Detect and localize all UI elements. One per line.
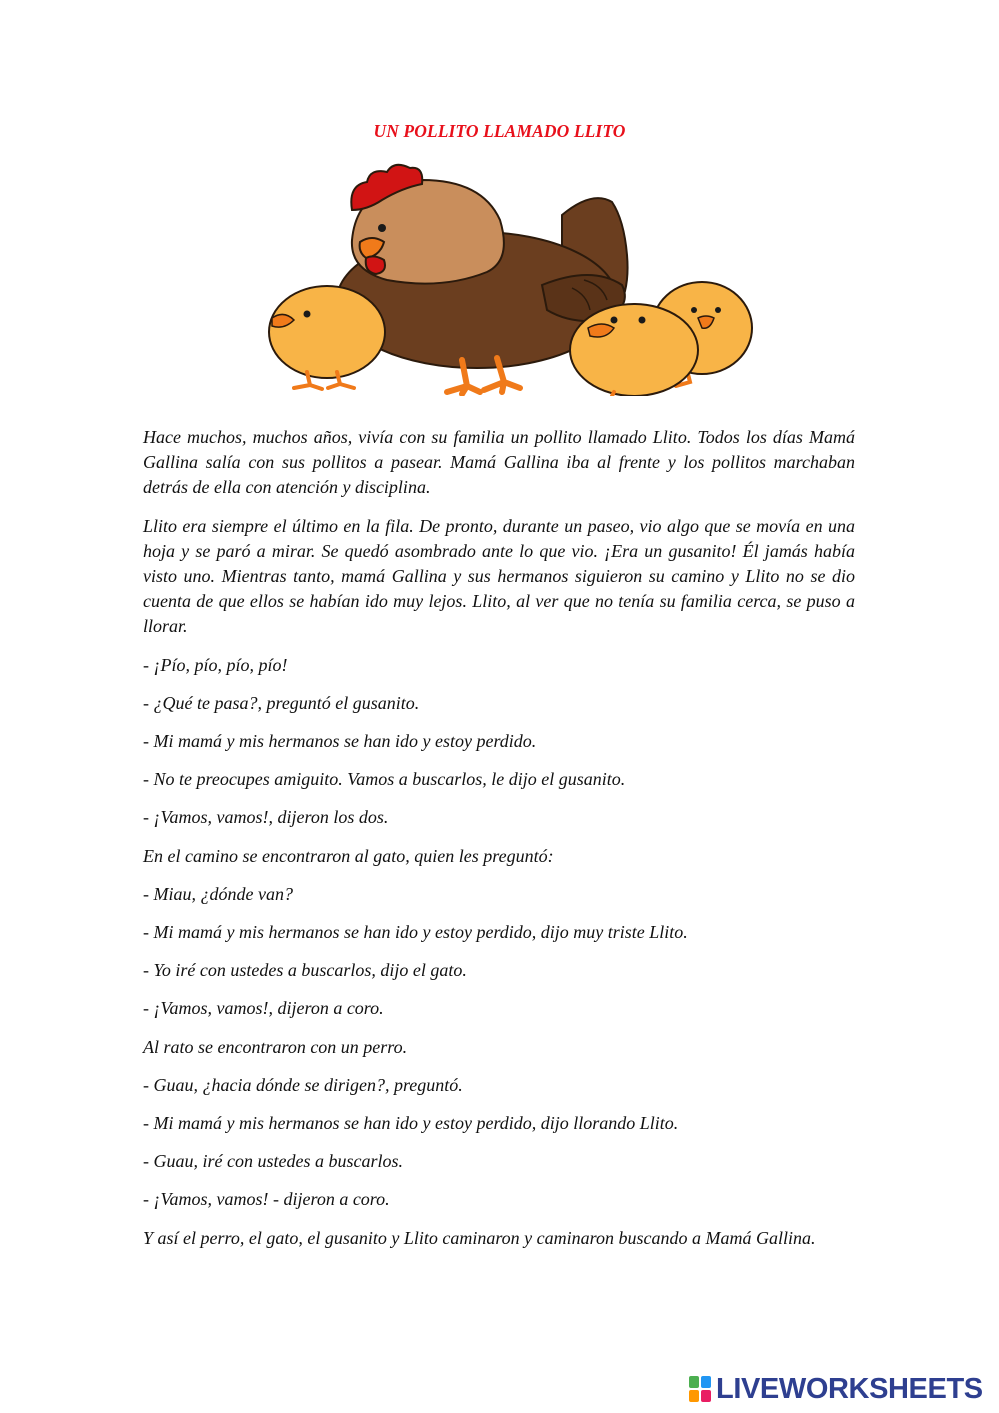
hen-with-chicks-illustration: [262, 160, 754, 396]
paragraph: - Miau, ¿dónde van?: [143, 883, 293, 904]
paragraph: - Mi mamá y mis hermanos se han ido y estoy perdido.: [143, 731, 537, 752]
paragraph: - ¡Vamos, vamos!, dijeron los dos.: [143, 807, 389, 828]
paragraph: Y así el perro, el gato, el gusanito y Llito caminaron y caminaron buscando a Mamá Gallina.: [143, 1227, 816, 1248]
brand-name: LIVEWORKSHEETS: [716, 1372, 983, 1405]
paragraph: - ¡Pío, pío, pío, pío!: [143, 654, 288, 675]
paragraph: En el camino se encontraron al gato, quien les preguntó:: [143, 845, 554, 866]
paragraph: - ¡Vamos, vamos! - dijeron a coro.: [143, 1189, 390, 1210]
paragraph: Hace muchos, muchos años, vivía con su familia un pollito llamado Llito. Todos los días Mamá Gallina salía con sus pollitos a pasear. Mamá Gallina iba al frente y los pollitos marchaban detrás de ella con atención y disciplina.: [143, 427, 855, 498]
paragraph: - ¡Vamos, vamos!, dijeron a coro.: [143, 998, 384, 1019]
liveworksheets-logo[interactable]: [688, 1372, 983, 1406]
paragraph: Llito era siempre el último en la fila. De pronto, durante un paseo, vio algo que se movía en una hoja y se paró a mirar. Se quedó asombrado ante lo que vio. ¡Era un gusanito! Él jamás había visto uno. Mientras tanto, mamá Gallina y sus hermanos siguieron su camino y Llito no se dio cuenta de que ellos se habían ido muy lejos. Llito, al ver que no tenía su familia cerca, se puso a llorar.: [143, 515, 855, 637]
paragraph: - Mi mamá y mis hermanos se han ido y estoy perdido, dijo llorando Llito.: [143, 1113, 679, 1134]
paragraph: - Guau, iré con ustedes a buscarlos.: [143, 1151, 403, 1172]
story-text: [143, 425, 855, 1264]
paragraph: - Mi mamá y mis hermanos se han ido y estoy perdido, dijo muy triste Llito.: [143, 922, 688, 943]
paragraph: Al rato se encontraron con un perro.: [143, 1036, 408, 1057]
paragraph: - Yo iré con ustedes a buscarlos, dijo el gato.: [143, 960, 467, 981]
paragraph: - Guau, ¿hacia dónde se dirigen?, preguntó.: [143, 1074, 463, 1095]
story-title: UN POLLITO LLAMADO LLITO: [373, 121, 626, 141]
liveworksheets-logo-icon: [688, 1375, 712, 1403]
paragraph: - No te preocupes amiguito. Vamos a buscarlos, le dijo el gusanito.: [143, 769, 626, 790]
paragraph: - ¿Qué te pasa?, preguntó el gusanito.: [143, 692, 420, 713]
